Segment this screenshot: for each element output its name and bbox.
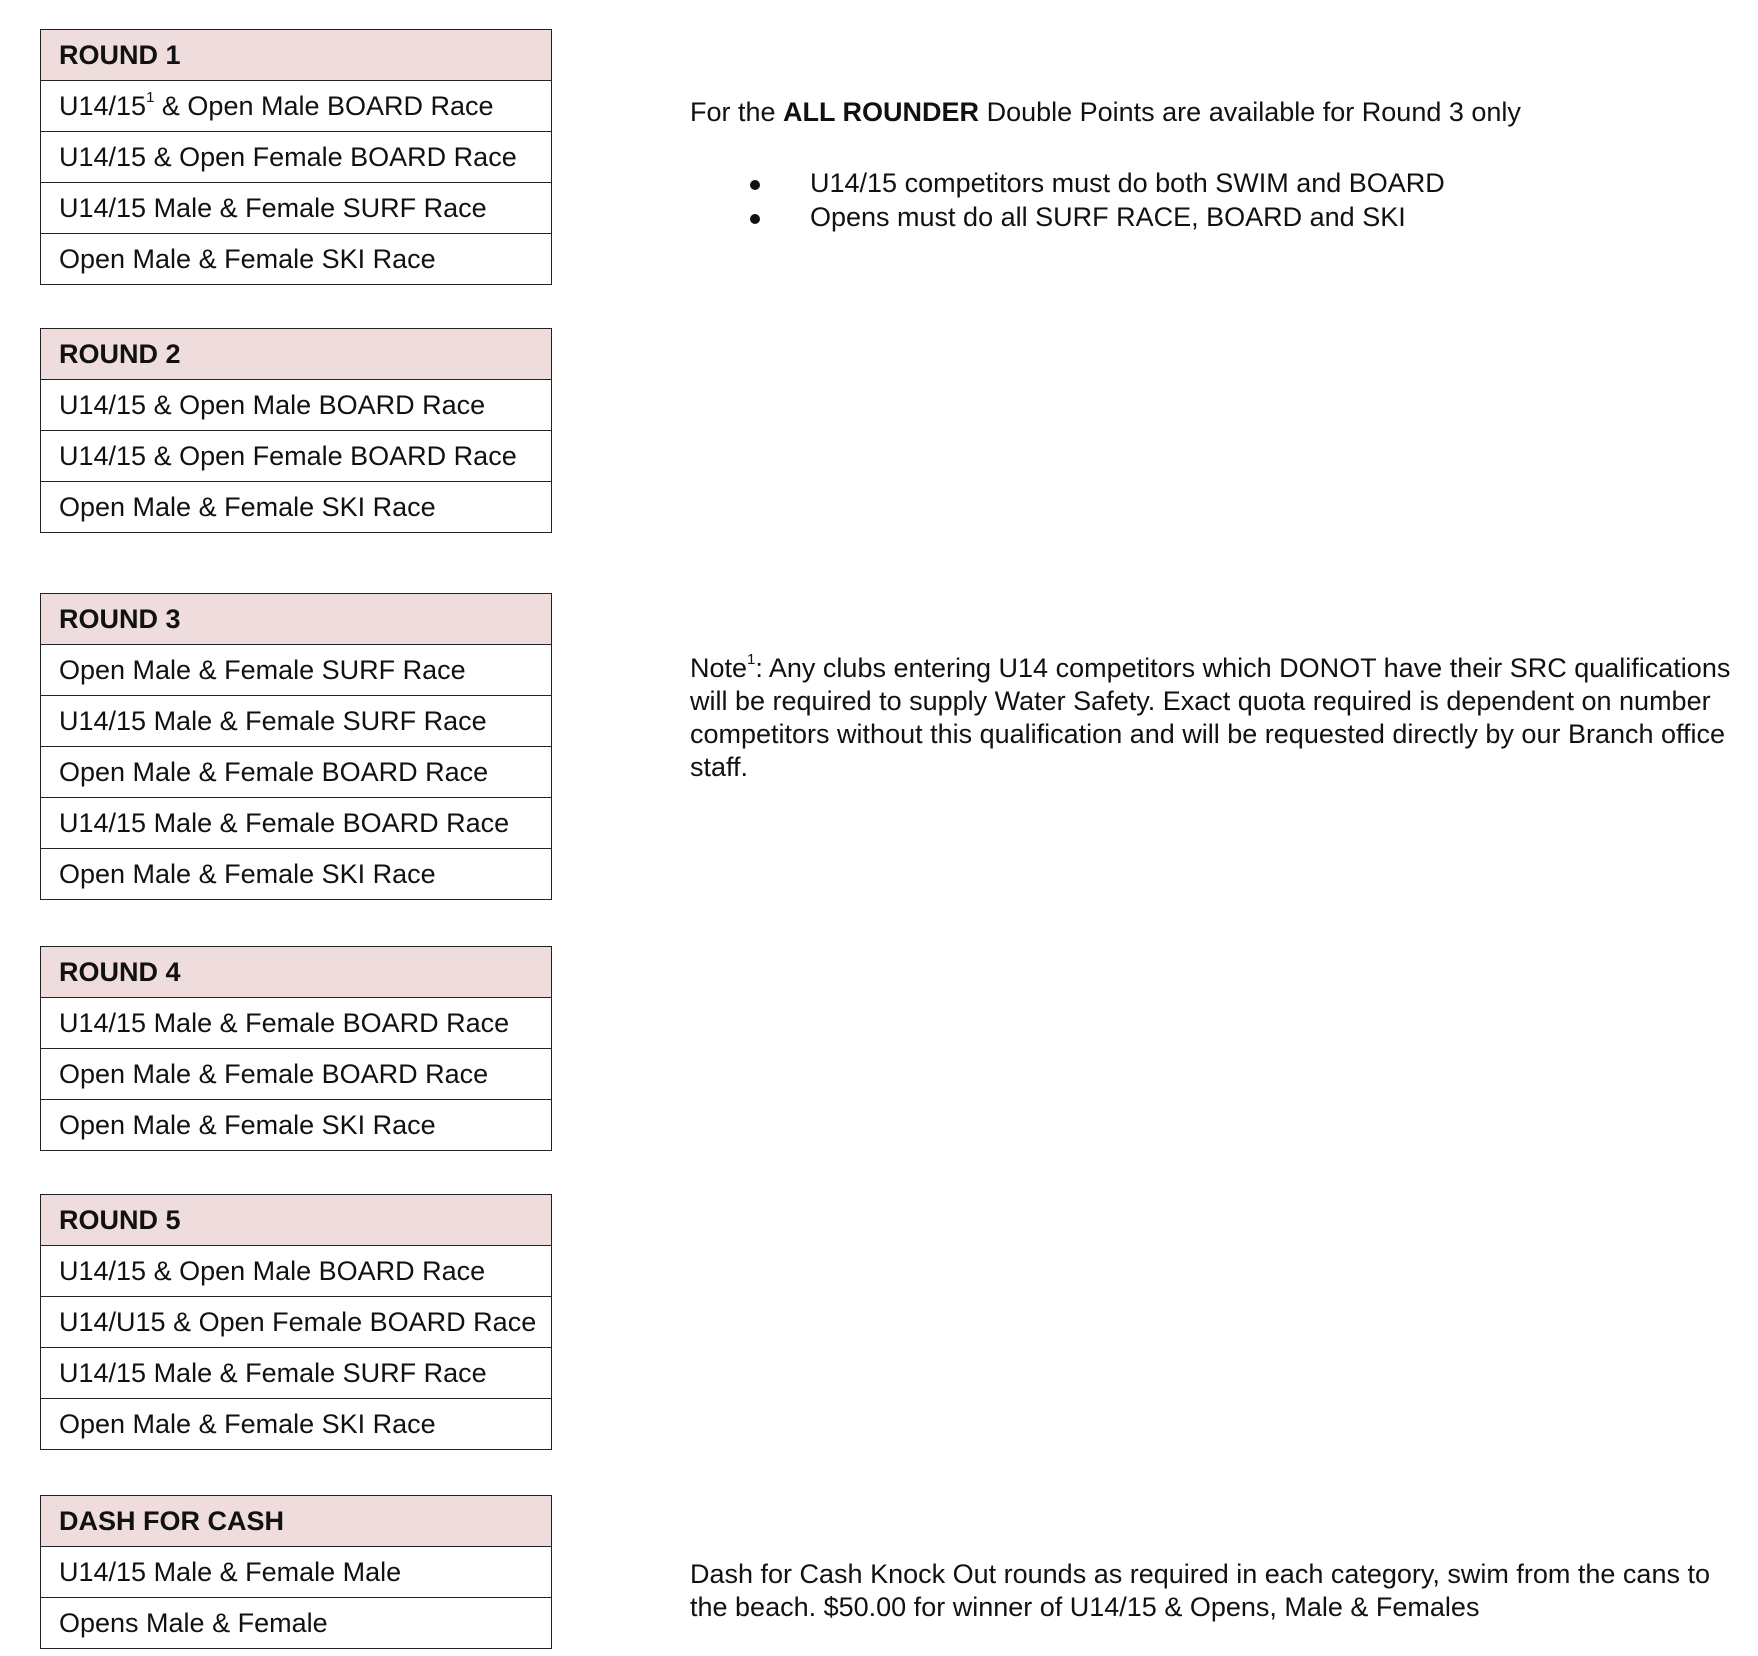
round-title: ROUND 2 [41, 329, 552, 380]
event-row: U14/15 Male & Female Male [41, 1547, 552, 1598]
all-rounder-requirements [690, 166, 1445, 234]
round-5-table [40, 1194, 552, 1450]
event-row: U14/15 Male & Female BOARD Race [41, 798, 552, 849]
round-title: ROUND 4 [41, 947, 552, 998]
event-row: Open Male & Female SKI Race [41, 1100, 552, 1151]
event-row: Open Male & Female SKI Race [41, 849, 552, 900]
round-1-table [40, 29, 552, 285]
bullet-icon [750, 214, 760, 224]
event-row: U14/15 Male & Female SURF Race [41, 1348, 552, 1399]
footnote-text: Note$^1$: Any clubs entering U14 competitors which DONOT have their SRC qualifications will be required to supply Water Safety. Exact quota required is dependent on number competitors without this qualification and will be requested directly by our Branch office staff. [690, 651, 1731, 782]
list-item: U14/15 competitors must do both SWIM and BOARD [690, 166, 1445, 200]
event-row: Opens Male & Female [41, 1598, 552, 1649]
event-row: U14/15 Male & Female SURF Race [41, 696, 552, 747]
event-row: Open Male & Female SURF Race [41, 645, 552, 696]
round-2-table [40, 328, 552, 533]
event-row: Open Male & Female SKI Race [41, 1399, 552, 1450]
round-title: DASH FOR CASH [41, 1496, 552, 1547]
round-3-table [40, 593, 552, 900]
event-row: U14/15 Male & Female SURF Race [41, 183, 552, 234]
dash-for-cash-table [40, 1495, 552, 1649]
event-row: U14/15 & Open Female BOARD Race [41, 431, 552, 482]
round-4-table [40, 946, 552, 1151]
event-row: U14/15 & Open Male BOARD Race [41, 1246, 552, 1297]
event-row: U14/U15 & Open Female BOARD Race [41, 1297, 552, 1348]
footnote-marker: 1 [747, 651, 756, 668]
event-row: Open Male & Female BOARD Race [41, 747, 552, 798]
event-row: Open Male & Female SKI Race [41, 234, 552, 285]
round-title: ROUND 1 [41, 30, 552, 81]
round-title: ROUND 5 [41, 1195, 552, 1246]
bullet-icon [750, 180, 760, 190]
event-row: Open Male & Female BOARD Race [41, 1049, 552, 1100]
event-row: U14/15 & Open Male BOARD Race [41, 380, 552, 431]
round-title: ROUND 3 [41, 594, 552, 645]
event-row: U14/15 Male & Female BOARD Race [41, 998, 552, 1049]
event-row: Open Male & Female SKI Race [41, 482, 552, 533]
event-row: $U14/15^1$ & Open Male BOARD Race [41, 81, 552, 132]
list-item: Opens must do all SURF RACE, BOARD and SKI [690, 200, 1445, 234]
event-row: U14/15 & Open Female BOARD Race [41, 132, 552, 183]
dash-for-cash-note: Dash for Cash Knock Out rounds as required in each category, swim from the cans to the beach. $50.00 for winner of U14/15 & Opens, Male & Females [690, 1559, 1710, 1622]
footnote-marker: 1 [146, 89, 155, 106]
all-rounder-note: For the ALL ROUNDER Double Points are available for Round 3 only [690, 97, 1521, 127]
all-rounder-label: ALL ROUNDER [783, 97, 980, 127]
